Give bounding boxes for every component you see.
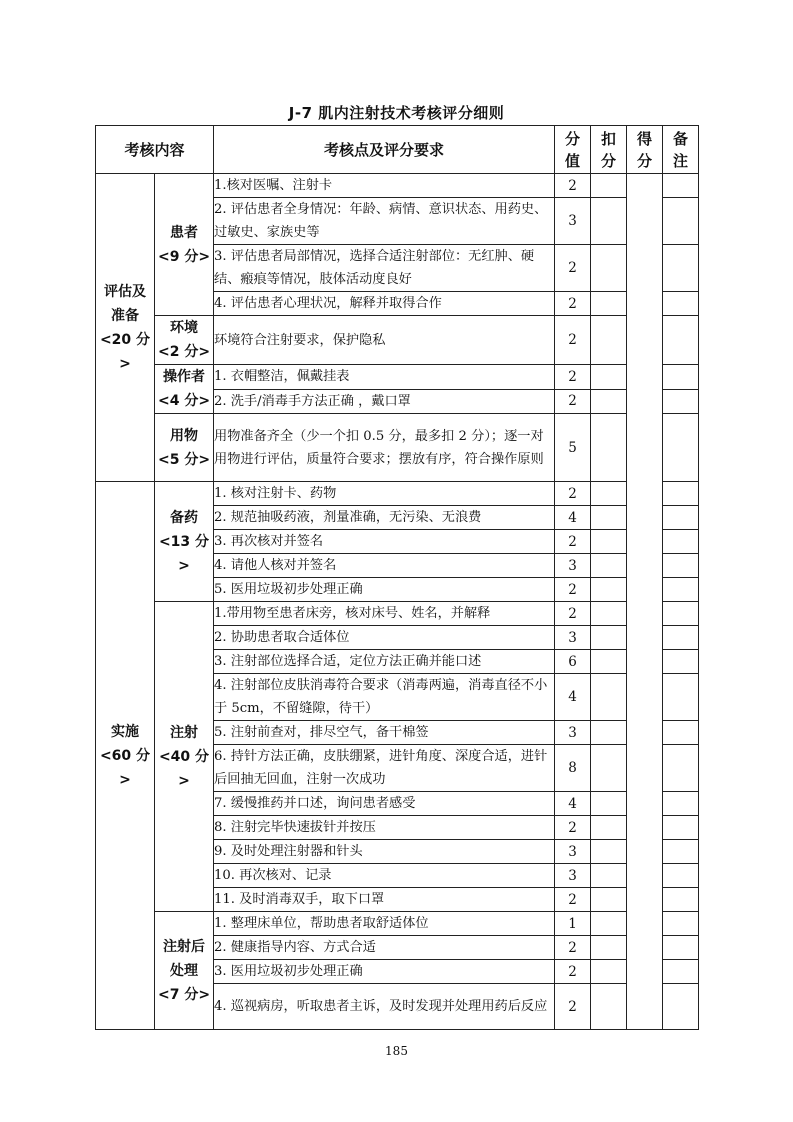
deduct-cell [591, 960, 627, 984]
criterion-text: 2. 协助患者取合适体位 [214, 626, 555, 650]
deduct-cell [591, 602, 627, 626]
note-cell [663, 414, 699, 482]
note-cell [663, 864, 699, 888]
criterion-text: 4. 评估患者心理状况，解释并取得合作 [214, 292, 555, 316]
deduct-cell [591, 936, 627, 960]
table-row [96, 482, 699, 506]
note-cell [663, 198, 699, 245]
criterion-text: 1. 整理床单位，帮助患者取舒适体位 [214, 912, 555, 936]
note-cell [663, 960, 699, 984]
table-row [96, 602, 699, 626]
deduct-cell [591, 888, 627, 912]
header-note: 备 注 [663, 126, 699, 174]
note-cell [663, 888, 699, 912]
note-cell [663, 674, 699, 721]
obtained-score-column [627, 174, 663, 1030]
deduct-cell [591, 626, 627, 650]
score-value: 2 [555, 888, 591, 912]
note-cell [663, 316, 699, 365]
section-implementation: 实施 <60 分> [96, 482, 155, 1030]
score-value: 2 [555, 389, 591, 414]
section-prep: 评估及 准备 <20 分> [96, 174, 155, 482]
criterion-text: 3. 再次核对并签名 [214, 530, 555, 554]
deduct-cell [591, 674, 627, 721]
score-value: 2 [555, 960, 591, 984]
deduct-cell [591, 245, 627, 292]
score-value: 3 [555, 864, 591, 888]
note-cell [663, 912, 699, 936]
note-cell [663, 984, 699, 1030]
page-number: 185 [385, 1044, 408, 1058]
note-cell [663, 936, 699, 960]
score-value: 2 [555, 816, 591, 840]
deduct-cell [591, 721, 627, 745]
note-cell [663, 482, 699, 506]
score-value: 2 [555, 174, 591, 198]
subsection-patient: 患者 <9 分> [155, 174, 214, 316]
deduct-cell [591, 414, 627, 482]
criterion-text: 2. 健康指导内容、方式合适 [214, 936, 555, 960]
score-value: 2 [555, 245, 591, 292]
score-value: 8 [555, 745, 591, 792]
criterion-text: 4. 注射部位皮肤消毒符合要求（消毒两遍，消毒直径不小于 5cm，不留缝隙，待干） [214, 674, 555, 721]
table-row [96, 174, 699, 198]
table-row [96, 365, 699, 390]
note-cell [663, 292, 699, 316]
criterion-text: 1.带用物至患者床旁，核对床号、姓名，并解释 [214, 602, 555, 626]
deduct-cell [591, 198, 627, 245]
header-content: 考核内容 [96, 126, 214, 174]
note-cell [663, 650, 699, 674]
header-score: 分 值 [555, 126, 591, 174]
score-value: 3 [555, 554, 591, 578]
criterion-text: 6. 持针方法正确，皮肤绷紧，进针角度、深度合适，进针后回抽无回血，注射一次成功 [214, 745, 555, 792]
subsection-operator: 操作者 <4 分> [155, 365, 214, 414]
subsection-post-injection: 注射后 处理 <7 分> [155, 912, 214, 1030]
deduct-cell [591, 554, 627, 578]
score-value: 2 [555, 578, 591, 602]
score-value: 4 [555, 506, 591, 530]
score-value: 2 [555, 292, 591, 316]
criterion-text: 2. 评估患者全身情况：年龄、病情、意识状态、用药史、过敏史、家族史等 [214, 198, 555, 245]
deduct-cell [591, 816, 627, 840]
score-value: 2 [555, 602, 591, 626]
note-cell [663, 506, 699, 530]
deduct-cell [591, 389, 627, 414]
criterion-text: 1.核对医嘱、注射卡 [214, 174, 555, 198]
note-cell [663, 602, 699, 626]
deduct-cell [591, 984, 627, 1030]
deduct-cell [591, 864, 627, 888]
criterion-text: 8. 注射完毕快速拔针并按压 [214, 816, 555, 840]
criterion-text: 7. 缓慢推药并口述，询问患者感受 [214, 792, 555, 816]
subsection-supplies: 用物 <5 分> [155, 414, 214, 482]
criterion-text: 11. 及时消毒双手，取下口罩 [214, 888, 555, 912]
subsection-injection: 注射 <40 分> [155, 602, 214, 912]
deduct-cell [591, 745, 627, 792]
score-value: 4 [555, 792, 591, 816]
deduct-cell [591, 174, 627, 198]
criterion-text: 用物准备齐全（少一个扣 0.5 分，最多扣 2 分）；逐一对用物进行评估，质量符合要求；摆放有序，符合操作原则 [214, 414, 555, 482]
page-title: J-7 肌内注射技术考核评分细则 [288, 104, 505, 122]
note-cell [663, 245, 699, 292]
deduct-cell [591, 316, 627, 365]
score-value: 2 [555, 936, 591, 960]
score-value: 2 [555, 316, 591, 365]
table-row [96, 414, 699, 482]
score-value: 3 [555, 840, 591, 864]
criterion-text: 5. 医用垃圾初步处理正确 [214, 578, 555, 602]
subsection-environment: 环境 <2 分> [155, 316, 214, 365]
deduct-cell [591, 578, 627, 602]
deduct-cell [591, 530, 627, 554]
criterion-text: 2. 规范抽吸药液，剂量准确，无污染、无浪费 [214, 506, 555, 530]
score-value: 1 [555, 912, 591, 936]
criterion-text: 环境符合注射要求，保护隐私 [214, 316, 555, 365]
criterion-text: 5. 注射前查对，排尽空气，备干棉签 [214, 721, 555, 745]
score-value: 2 [555, 365, 591, 390]
note-cell [663, 792, 699, 816]
deduct-cell [591, 650, 627, 674]
header-deduct: 扣 分 [591, 126, 627, 174]
note-cell [663, 174, 699, 198]
criterion-text: 3. 评估患者局部情况，选择合适注射部位：无红肿、硬结、瘢痕等情况，肢体活动度良好 [214, 245, 555, 292]
note-cell [663, 530, 699, 554]
deduct-cell [591, 482, 627, 506]
header-got: 得 分 [627, 126, 663, 174]
deduct-cell [591, 792, 627, 816]
score-value: 6 [555, 650, 591, 674]
note-cell [663, 365, 699, 390]
criterion-text: 3. 医用垃圾初步处理正确 [214, 960, 555, 984]
score-value: 3 [555, 626, 591, 650]
score-value: 2 [555, 530, 591, 554]
score-value: 2 [555, 984, 591, 1030]
note-cell [663, 721, 699, 745]
criterion-text: 4. 请他人核对并签名 [214, 554, 555, 578]
table-row [96, 912, 699, 936]
deduct-cell [591, 506, 627, 530]
deduct-cell [591, 292, 627, 316]
score-value: 5 [555, 414, 591, 482]
criterion-text: 3. 注射部位选择合适，定位方法正确并能口述 [214, 650, 555, 674]
criterion-text: 4. 巡视病房，听取患者主诉，及时发现并处理用药后反应 [214, 984, 555, 1030]
score-value: 3 [555, 198, 591, 245]
deduct-cell [591, 840, 627, 864]
subsection-drug-prep: 备药 <13 分> [155, 482, 214, 602]
note-cell [663, 578, 699, 602]
criterion-text: 1. 核对注射卡、药物 [214, 482, 555, 506]
note-cell [663, 816, 699, 840]
header-points: 考核点及评分要求 [214, 126, 555, 174]
note-cell [663, 389, 699, 414]
scoring-table [95, 125, 699, 1030]
criterion-text: 9. 及时处理注射器和针头 [214, 840, 555, 864]
table-row [96, 316, 699, 365]
score-value: 3 [555, 721, 591, 745]
note-cell [663, 626, 699, 650]
note-cell [663, 840, 699, 864]
deduct-cell [591, 365, 627, 390]
criterion-text: 10. 再次核对、记录 [214, 864, 555, 888]
deduct-cell [591, 912, 627, 936]
score-value: 4 [555, 674, 591, 721]
note-cell [663, 745, 699, 792]
score-value: 2 [555, 482, 591, 506]
criterion-text: 1. 衣帽整洁，佩戴挂表 [214, 365, 555, 390]
table-header-row [96, 126, 699, 174]
criterion-text: 2. 洗手/消毒手方法正确 ，戴口罩 [214, 389, 555, 414]
note-cell [663, 554, 699, 578]
